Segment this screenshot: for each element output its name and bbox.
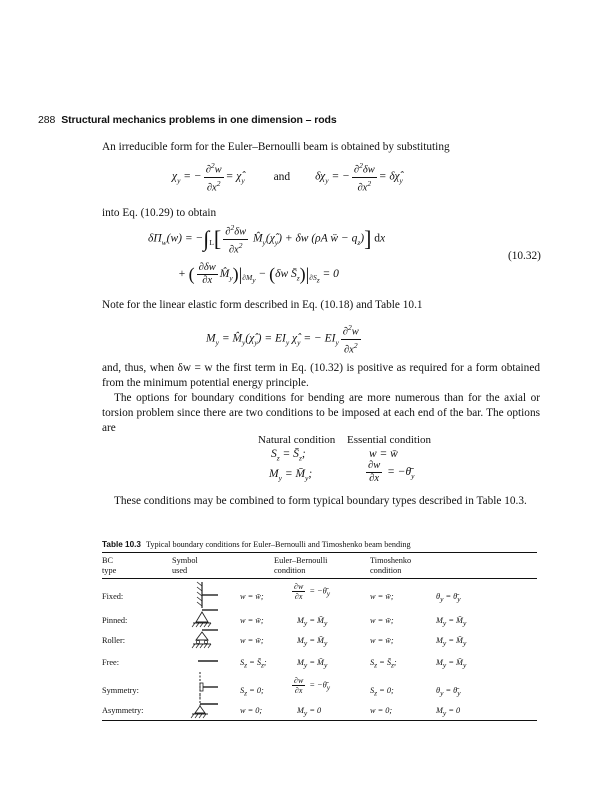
and-word: and xyxy=(273,170,291,183)
table-row xyxy=(102,654,537,676)
essential-condition-rotation: $\frac{\partial w}{\partial x}$ = $-\thetā_y$ xyxy=(368,460,415,484)
paragraph-linear-elastic: Note for the linear elastic form described in Eq. (10.18) and Table 10.1 xyxy=(102,299,423,311)
ts-shear: $S_z = 0$; xyxy=(370,686,394,698)
ts-essential: w = w̄; xyxy=(370,616,394,625)
equation-number: (10.32) xyxy=(508,250,541,262)
bc-type: Pinned: xyxy=(102,616,128,625)
header-euler-bernoulli: Euler–Bernoulli condition xyxy=(274,556,328,575)
eb-essential: w = 0; xyxy=(240,706,263,715)
table-bottom-rule xyxy=(102,720,537,721)
table-header-rule xyxy=(102,578,537,579)
table-boundary-conditions xyxy=(102,540,537,718)
table-row xyxy=(102,612,537,634)
equation-curvature: $\chi_y$ = − $\frac{\partial^2w}{\partial x^2}$ = $\chî_y$ and $\delta\chi_y$ = − $\frac{\partial^2\delta w}{\partial x^2}$ = $\delta\chî_y$ xyxy=(172,161,403,193)
equation-10-32-line1: $\delta\Pi_w(w) = -\int_L$[ $\frac{\partial^2\delta w}{\partial x^2}$ $M̂_y(\chî_y) + \delta w$ (ρA ẅ − $q_z$)] dx xyxy=(148,223,386,255)
paragraph-intro: An irreducible form for the Euler–Bernoulli beam is obtained by substituting xyxy=(102,141,450,153)
table-row xyxy=(102,584,537,606)
header-bc: BC type xyxy=(102,556,117,575)
essential-condition-heading: Essential condition xyxy=(347,434,432,446)
ts-rotation: $\theta_y$ = $\thetā_y$ xyxy=(436,686,461,698)
ts-natural: $M_y$ = $M̄_y$ xyxy=(436,658,467,670)
eb-natural: $M_y$ = $M̄_y$ xyxy=(297,616,328,628)
paragraph-combine: These conditions may be combined to form typical boundary types described in Table 10.3. xyxy=(114,495,527,507)
paragraph-into: into Eq. (10.29) to obtain xyxy=(102,207,217,219)
ts-natural: $M_y$ = $M̄_y$ xyxy=(436,616,467,628)
eb-natural: $M_y = 0$ xyxy=(297,706,322,718)
essential-condition-deflection: w = w̄ xyxy=(369,448,398,460)
bc-type: Fixed: xyxy=(102,592,124,601)
bc-type: Asymmetry: xyxy=(102,706,144,715)
eb-shear: $S_z$ = $S̄_z$; xyxy=(240,658,267,670)
eb-essential: w = w̄; xyxy=(240,616,264,625)
running-header xyxy=(38,114,337,126)
natural-condition-heading: Natural condition xyxy=(258,434,336,446)
free-end-icon xyxy=(186,652,218,672)
table-caption-text: Typical boundary conditions for Euler–Bernoulli and Timoshenko beam bending xyxy=(146,540,411,549)
table-label: Table 10.3 xyxy=(102,540,141,549)
eb-essential: w = w̄; xyxy=(240,636,264,645)
table-caption xyxy=(102,540,537,549)
natural-condition-shear: $S_z$ = $S̄_z$; xyxy=(271,448,306,463)
running-title: Structural mechanics problems in one dimension – rods xyxy=(61,114,337,126)
eb-essential: w = w̄; xyxy=(240,592,264,601)
ts-rotation: $\theta_y$ = $\thetā_y$ xyxy=(436,592,461,604)
ts-essential: w = w̄; xyxy=(370,636,394,645)
ts-essential: w = 0; xyxy=(370,706,393,715)
asymmetry-support-icon xyxy=(186,692,218,722)
table-row xyxy=(102,674,537,696)
equation-moment: $M_y$ = $M̂_y(\chî_y) = EI_y$ $\chî_y$ = − $EI_y$ $\frac{\partial^2w}{\partial x^2}$ xyxy=(206,323,359,355)
bc-type: Roller: xyxy=(102,636,126,645)
page-number: 288 xyxy=(38,114,56,126)
eb-natural: $M_y$ = $M̄_y$ xyxy=(297,658,328,670)
ts-shear: $S_z$ = $S̄_z$; xyxy=(370,658,397,670)
roller-support-icon xyxy=(186,624,218,652)
header-symbol: Symbol used xyxy=(172,556,198,575)
table-top-rule xyxy=(102,552,537,553)
paragraph-options: The options for boundary conditions for bending are more numerous than for the axial or torsion problem since there are two conditions to be imposed at each end of the bar. The options are xyxy=(102,392,540,435)
eb-shear: $S_z = 0$; xyxy=(240,686,264,698)
table-row xyxy=(102,632,537,654)
bc-type: Symmetry: xyxy=(102,686,139,695)
ts-essential: w = w̄; xyxy=(370,592,394,601)
eb-rotation: $\frac{\partial w}{\partial x}$ = $-\thetā_y$ xyxy=(294,676,331,695)
eb-rotation: $\frac{\partial w}{\partial x}$ = $-\thetā_y$ xyxy=(294,582,331,601)
paragraph-positive: and, thus, when δw = w the first term in Eq. (10.32) is positive as required for a form obtained from the minimum potential energy principle. xyxy=(102,362,540,390)
ts-natural: $M_y = 0$ xyxy=(436,706,461,718)
bc-type: Free: xyxy=(102,658,120,667)
equation-10-32-line2: + ( $\frac{\partial\delta w}{\partial x}$ $M̂_y)|_{\partial M_y} - (\delta w$ $S̄_z)|_{\partial S_z} = 0$ xyxy=(178,262,339,286)
ts-natural: $M_y$ = $M̄_y$ xyxy=(436,636,467,648)
eb-natural: $M_y$ = $M̄_y$ xyxy=(297,636,328,648)
header-timoshenko: Timoshenko condition xyxy=(370,556,412,575)
natural-condition-moment: $M_y$ = $M̄_y$; xyxy=(269,468,313,483)
